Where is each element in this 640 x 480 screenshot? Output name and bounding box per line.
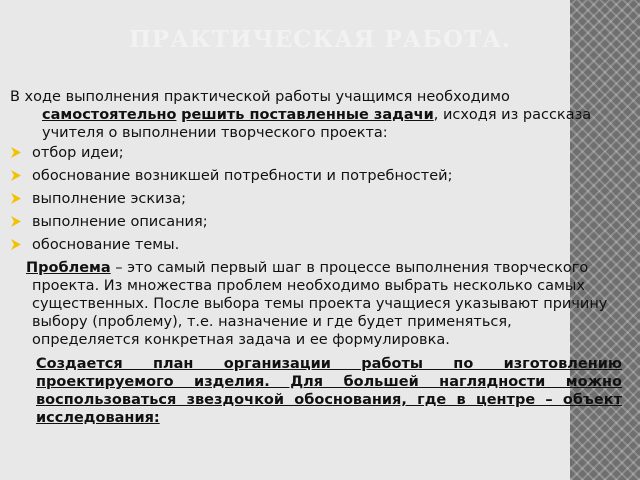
problem-text: – это самый первый шаг в процессе выполнения творческого проекта. Из множества проблем необходимо выбрать несколько самых существенных. После выбора темы проекта учащиеся указывают причину выбору (проблему), т.е. назначение и где будет применяться, определяется конкретная задача и ее формулировка. (32, 260, 608, 348)
list-item (10, 167, 622, 185)
arrow-bullet-icon (10, 169, 22, 182)
list-item-text: обоснование темы. (32, 237, 180, 253)
intro-continuation (18, 106, 622, 142)
plan-paragraph: Создается план организации работы по изготовлению проектируемого изделия. Для большей наглядности можно воспользоваться звездочкой обоснования, где в центре – объект исследования: (36, 356, 622, 426)
arrow-bullet-icon (10, 238, 22, 251)
problem-term: Проблема (26, 260, 111, 276)
intro-tail: , исходя из рассказа учителя о выполнении творческого проекта: (42, 107, 592, 141)
list-item (10, 190, 622, 208)
intro-paragraph (10, 88, 622, 142)
list-item-text: обоснование возникшей потребности и потребностей; (32, 168, 453, 184)
slide-title: ПРАКТИЧЕСКАЯ РАБОТА. (129, 26, 511, 53)
list-item (10, 236, 622, 254)
intro-emphasis-solve-tasks: решить поставленные задачи (181, 107, 434, 123)
list-item-text: отбор идеи; (32, 145, 124, 161)
list-item-text: выполнение описания; (32, 214, 208, 230)
arrow-bullet-icon (10, 215, 22, 228)
list-item-text: выполнение эскиза; (32, 191, 187, 207)
intro-emphasis-independently: самостоятельно (42, 107, 177, 123)
problem-paragraph (10, 259, 622, 349)
slide-body (10, 88, 622, 427)
list-item (10, 213, 622, 231)
list-item (10, 144, 622, 162)
intro-lead: В ходе выполнения практической работы учащимся необходимо (10, 89, 510, 105)
steps-list (10, 144, 622, 254)
arrow-bullet-icon (10, 146, 22, 159)
arrow-bullet-icon (10, 192, 22, 205)
